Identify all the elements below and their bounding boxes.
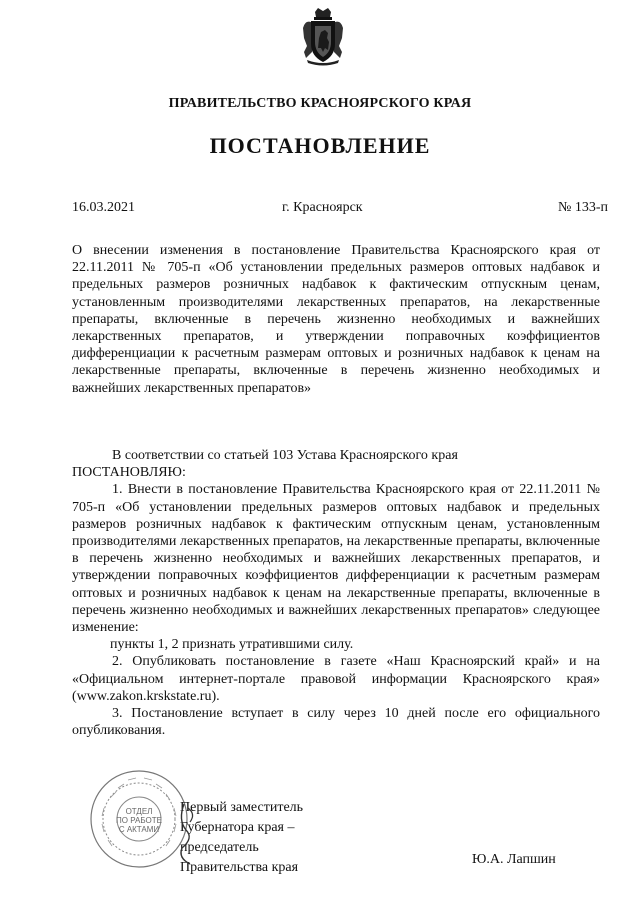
official-stamp: [88, 768, 190, 870]
body-item-1-sub: пункты 1, 2 признать утратившими силу.: [110, 637, 354, 653]
signature-line-1: Первый заместитель: [180, 800, 304, 815]
government-name: ПРАВИТЕЛЬСТВО КРАСНОЯРСКОГО КРАЯ: [168, 96, 472, 111]
coat-of-arms-emblem: [301, 8, 345, 66]
document-body: [72, 447, 600, 739]
body-intro: В соответствии со статьей 103 Устава Красноярского края: [112, 448, 458, 463]
signature-line-3: председатель: [180, 840, 259, 855]
document-city: г. Красноярск: [282, 200, 363, 215]
stamp-text-1: ОТДЕЛ: [125, 807, 153, 816]
signature-line-4: Правительства края: [180, 860, 299, 875]
stamp-text-2: ПО РАБОТЕ: [116, 816, 162, 825]
signer-name: Ю.А. Лапшин: [472, 852, 556, 867]
body-item-2: 2. Опубликовать постановление в газете «Наш Красноярский край» и на «Официальном интернет-портале правовой информации Красноярского края» (www.zakon.krskstate.ru).: [72, 654, 600, 704]
stamp-text-3: С АКТАМИ: [118, 825, 160, 834]
body-resolve: ПОСТАНОВЛЯЮ:: [72, 465, 186, 481]
body-item-1: 1. Внести в постановление Правительства Красноярского края от 22.11.2011 № 705-п «Об установлении предельных размеров оптовых надбавок и предельных размеров розничных надбавок к фактическим отпускным ценам, установленным производителями лекарственных препаратов, на лекарственные препараты, включенные в перечень жизненно необходимых и важнейших лекарственных препаратов, и утверждении поправочных коэффициентов дифференциации к расчетным размерам оптовых и розничных надбавок к ценам на лекарственные препараты, включенные в перечень жизненно необходимых и важнейших лекарственных препаратов» следующее изменение:: [72, 482, 600, 636]
document-date: 16.03.2021: [72, 200, 135, 215]
document-preamble: О внесении изменения в постановление Правительства Красноярского края от 22.11.2011 № 705-п «Об установлении предельных размеров оптовых надбавок и предельных размеров розничных надбавок к фактическим отпускным ценам, установленным производителями лекарственных препаратов, на лекарственные препараты, включенные в перечень жизненно необходимых и важнейших лекарственных препаратов, и утверждении поправочных коэффициентов дифференциации к расчетным размерам оптовых и розничных надбавок к ценам на лекарственные препараты, включенные в перечень жизненно необходимых и важнейших лекарственных препаратов»: [72, 243, 600, 396]
document-type-title: ПОСТАНОВЛЕНИЕ: [209, 133, 431, 158]
handwritten-signature: [176, 800, 216, 870]
signature-line-2: Губернатора края –: [180, 820, 295, 835]
body-item-3: 3. Постановление вступает в силу через 10 дней после его официального опубликования.: [72, 706, 600, 739]
document-number: № 133-п: [557, 200, 608, 215]
